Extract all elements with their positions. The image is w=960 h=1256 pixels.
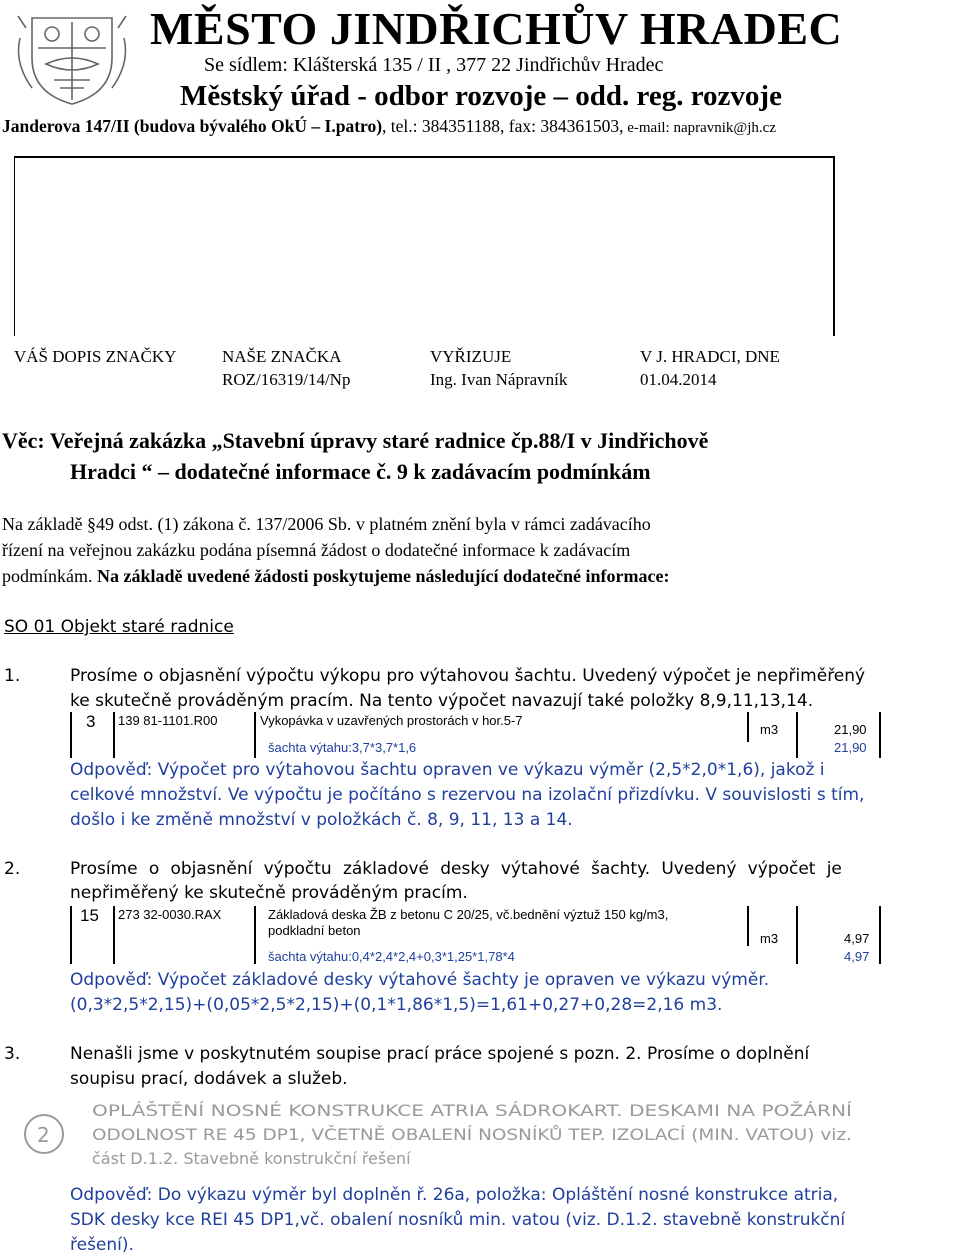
q2-row-code: 273 32-0030.RAX <box>118 907 222 922</box>
city-crest-logo <box>12 8 132 108</box>
table-border <box>70 712 72 758</box>
q1-row-pos: 3 <box>86 712 96 731</box>
office-name: Městský úřad - odbor rozvoje – odd. reg. rozvoje <box>180 80 782 112</box>
intro-line-3 <box>2 566 669 587</box>
table-border <box>113 906 115 964</box>
q1-line-2: ke skutečně prováděným pracím. Na tento výpočet navazují také položky 8,9,11,13,14. <box>70 691 814 711</box>
table-border <box>747 712 749 742</box>
handwritten-note <box>70 1094 860 1180</box>
q2-answer-line-1: Odpověď: Výpočet základové desky výtahové šachty je opraven ve výkazu výměr. <box>70 970 770 990</box>
table-border <box>113 712 115 758</box>
q2-calc-text: šachta výtahu:0,4*2,4*2,4+0,3*1,25*1,78*4 <box>268 949 515 964</box>
q1-answer-line-3: došlo i ke změně množství v položkách č. 8, 9, 11, 13 a 14. <box>70 810 573 830</box>
intro-line-3-normal: podmínkám. <box>2 566 97 586</box>
ref-value-our-ref: ROZ/16319/14/Np <box>222 370 351 389</box>
q1-row-desc: Vykopávka v uzavřených prostorách v hor.5-7 <box>260 713 523 728</box>
q1-calc-text: šachta výtahu:3,7*3,7*1,6 <box>268 740 417 755</box>
table-border <box>254 906 256 964</box>
handwritten-circle-number: 2 <box>37 1123 50 1147</box>
q3-answer-line-2: SDK desky kce REI 45 DP1,vč. obalení nosníků min. vatou (viz. D.1.2. stavebně konstrukční <box>70 1210 846 1230</box>
q3-number: 3. <box>4 1044 21 1064</box>
q2-row-unit: m3 <box>760 931 779 946</box>
q2-number: 2. <box>4 859 21 879</box>
handwritten-line-3: část D.1.2. Stavebně konstrukční řešení <box>92 1149 411 1168</box>
intro-line-2: řízení na veřejnou zakázku podána písemná žádost o dodatečné informace k zadávacím <box>2 540 631 560</box>
q2-line-2: nepřiměřený ke skutečně prováděným pracím. <box>70 883 468 903</box>
q1-number: 1. <box>4 666 21 686</box>
q1-row-unit: m3 <box>760 722 779 737</box>
ref-label-our-ref: NAŠE ZNAČKA <box>222 347 342 366</box>
handwritten-line-1: OPLÁŠTĚNÍ NOSNÉ KONSTRUKCE ATRIA SÁDROKART. DESKAMI NA POŽÁRNÍ <box>92 1101 853 1120</box>
table-border <box>796 712 798 758</box>
address-window-frame <box>14 156 835 336</box>
table-border <box>879 906 881 964</box>
ref-label-handled-by: VYŘIZUJE <box>430 347 512 366</box>
q2-calc-qty: 4,97 <box>844 949 870 964</box>
q3-line-2: soupisu prací, dodávek a služeb. <box>70 1069 348 1089</box>
table-border <box>70 906 72 964</box>
section-heading: SO 01 Objekt staré radnice <box>4 617 234 637</box>
intro-line-1: Na základě §49 odst. (1) zákona č. 137/2006 Sb. v platném znění byla v rámci zadávacího <box>2 514 651 534</box>
handwritten-line-2: ODOLNOST RE 45 DP1, VČETNĚ OBALENÍ NOSNÍKŮ TEP. IZOLACÍ (MIN. VATOU) viz. <box>92 1125 852 1144</box>
q2-row-desc-1: Základová deska ŽB z betonu C 20/25, vč.bednění výztuž 150 kg/m3, <box>268 907 669 922</box>
contact-address: Janderova 147/II (budova bývalého OkÚ – I.patro) <box>2 116 383 136</box>
q1-row-code: 139 81-1101.R00 <box>118 713 218 728</box>
ref-value-handled-by: Ing. Ivan Nápravník <box>430 370 568 389</box>
q2-row-desc-2: podkladní beton <box>268 923 361 938</box>
ref-label-date: V J. HRADCI, DNE <box>640 347 780 366</box>
table-border <box>879 712 881 758</box>
q1-answer-line-1: Odpověď: Výpočet pro výtahovou šachtu opraven ve výkazu výměr (2,5*2,0*1,6), jakož i <box>70 760 825 780</box>
table-border <box>254 712 256 758</box>
subject-line-1: Věc: Veřejná zakázka „Stavební úpravy staré radnice čp.88/I v Jindřichově <box>2 428 709 453</box>
handwritten-circle <box>22 1112 66 1156</box>
page-title: MĚSTO JINDŘICHŮV HRADEC <box>150 3 843 54</box>
ref-value-date: 01.04.2014 <box>640 370 717 389</box>
q3-answer-line-1: Odpověď: Do výkazu výměr byl doplněn ř. 26a, položka: Opláštění nosné konstrukce atria, <box>70 1185 839 1205</box>
ref-label-your-letter: VÁŠ DOPIS ZNAČKY <box>14 347 177 366</box>
q1-row-qty: 21,90 <box>834 722 867 737</box>
q1-line-1: Prosíme o objasnění výpočtu výkopu pro výtahovou šachtu. Uvedený výpočet je nepřiměřený <box>70 666 866 686</box>
q1-calc-qty: 21,90 <box>834 740 867 755</box>
q2-line-1: Prosíme o objasnění výpočtu základové desky výtahové šachty. Uvedený výpočet je <box>70 859 842 879</box>
table-border <box>796 906 798 964</box>
contact-phone-fax: , tel.: 384351188, fax: 384361503, <box>382 116 624 136</box>
seat-address: Se sídlem: Klášterská 135 / II , 377 22 Jindřichův Hradec <box>204 54 664 76</box>
q2-row-qty: 4,97 <box>844 931 870 946</box>
q3-line-1: Nenašli jsme v poskytnutém soupise prací práce spojené s pozn. 2. Prosíme o doplnění <box>70 1044 810 1064</box>
intro-line-3-bold: Na základě uvedené žádosti poskytujeme následující dodatečné informace: <box>97 566 670 586</box>
table-border <box>747 906 749 946</box>
q2-row-pos: 15 <box>80 906 99 925</box>
contact-email[interactable]: e-mail: napravnik@jh.cz <box>623 120 776 136</box>
q2-answer-line-2: (0,3*2,5*2,15)+(0,05*2,5*2,15)+(0,1*1,86*1,5)=1,61+0,27+0,28=2,16 m3. <box>70 995 723 1015</box>
q3-answer-line-3: řešení). <box>70 1235 134 1255</box>
q1-answer-line-2: celkové množství. Ve výpočtu je počítáno s rezervou na izolační přizdívku. V souvislosti s tím, <box>70 785 865 805</box>
subject-line-2: Hradci “ – dodatečné informace č. 9 k zadávacím podmínkám <box>70 459 651 484</box>
contact-line <box>2 116 776 137</box>
